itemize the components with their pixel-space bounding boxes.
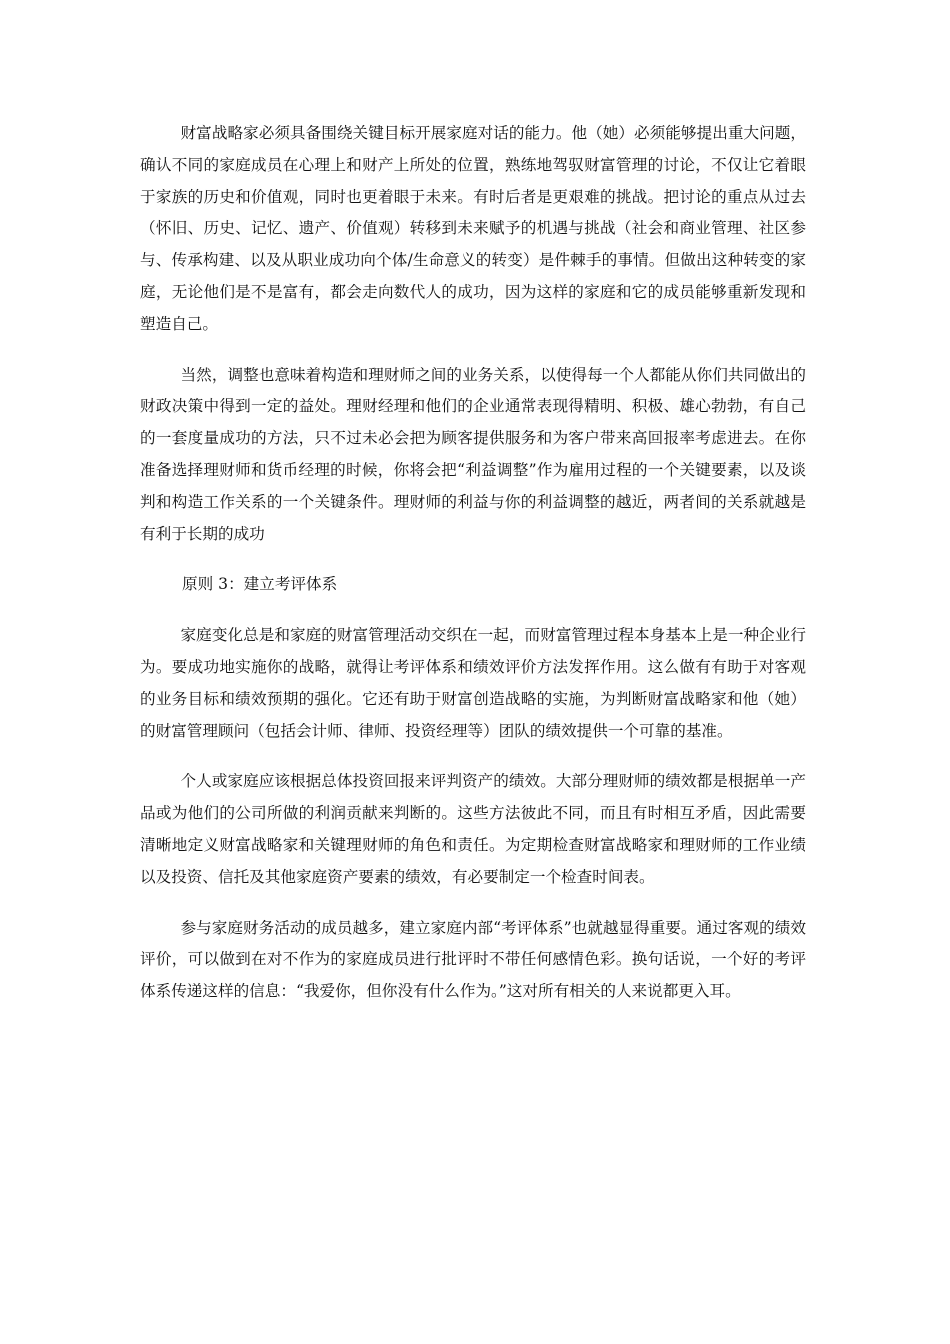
paragraph-total-return: 个人或家庭应该根据总体投资回报来评判资产的绩效。大部分理财师的绩效都是根据单一产品或为他们的公司所做的利润贡献来判断的。这些方法彼此不同，而且有时相互矛盾，因此需要清晰地定义财富战略家和关键理财师的角色和责任。为定期检查财富战略家和理财师的工作业绩以及投资、信托及其他家庭资产要素的绩效，有必要制定一个检查时间表。 xyxy=(140,772,806,886)
paragraph-family-members: 参与家庭财务活动的成员越多，建立家庭内部“考评体系”也就越显得重要。通过客观的绩效评价，可以做到在对不作为的家庭成员进行批评时不带任何感情色彩。换句话说，一个好的考评体系传递这样的信息：“我爱你，但你没有什么作为。”这对所有相关的人来说都更入耳。 xyxy=(140,918,806,1001)
paragraph-family-dialogue: 财富战略家必须具备围绕关键目标开展家庭对话的能力。他（她）必须能够提出重大问题，确认不同的家庭成员在心理上和财产上所处的位置，熟练地驾驭财富管理的讨论，不仅让它着眼于家族的历史和价值观，同时也更着眼于未来。有时后者是更艰难的挑战。把讨论的重点从过去（怀旧、历史、记忆、遗产、价值观）转移到未来赋予的机遇与挑战（社会和商业管理、社区参与、传承构建、以及从职业成功向个体/生命意义的转变）是件棘手的事情。但做出这种转变的家庭，无论他们是不是富有，都会走向数代人的成功，因为这样的家庭和它的成员能够重新发现和塑造自己。 xyxy=(140,124,806,333)
paragraph-interest-alignment: 当然，调整也意味着构造和理财师之间的业务关系，以使得每一个人都能从你们共同做出的财政决策中得到一定的益处。理财经理和他们的企业通常表现得精明、积极、雄心勃勃，有自己的一套度量成功的方法，只不过未必会把为顾客提供服务和为客户带来高回报率考虑进去。在你准备选择理财师和货币经理的时候，你将会把“利益调整”作为雇用过程的一个关键要素，以及谈判和构造工作关系的一个关键条件。理财师的利益与你的利益调整的越近，两者间的关系就越是有利于长期的成功 xyxy=(140,365,806,543)
section-heading-principle-3: 原则 3：建立考评体系 xyxy=(182,575,338,594)
paragraph-evaluation-system: 家庭变化总是和家庭的财富管理活动交织在一起，而财富管理过程本身基本上是一种企业行为。要成功地实施你的战略，就得让考评体系和绩效评价方法发挥作用。这么做有有助于对客观的业务目标和绩效预期的强化。它还有助于财富创造战略的实施，为判断财富战略家和他（她）的财富管理顾问（包括会计师、律师、投资经理等）团队的绩效提供一个可靠的基准。 xyxy=(140,626,806,740)
document-body xyxy=(140,118,806,1008)
